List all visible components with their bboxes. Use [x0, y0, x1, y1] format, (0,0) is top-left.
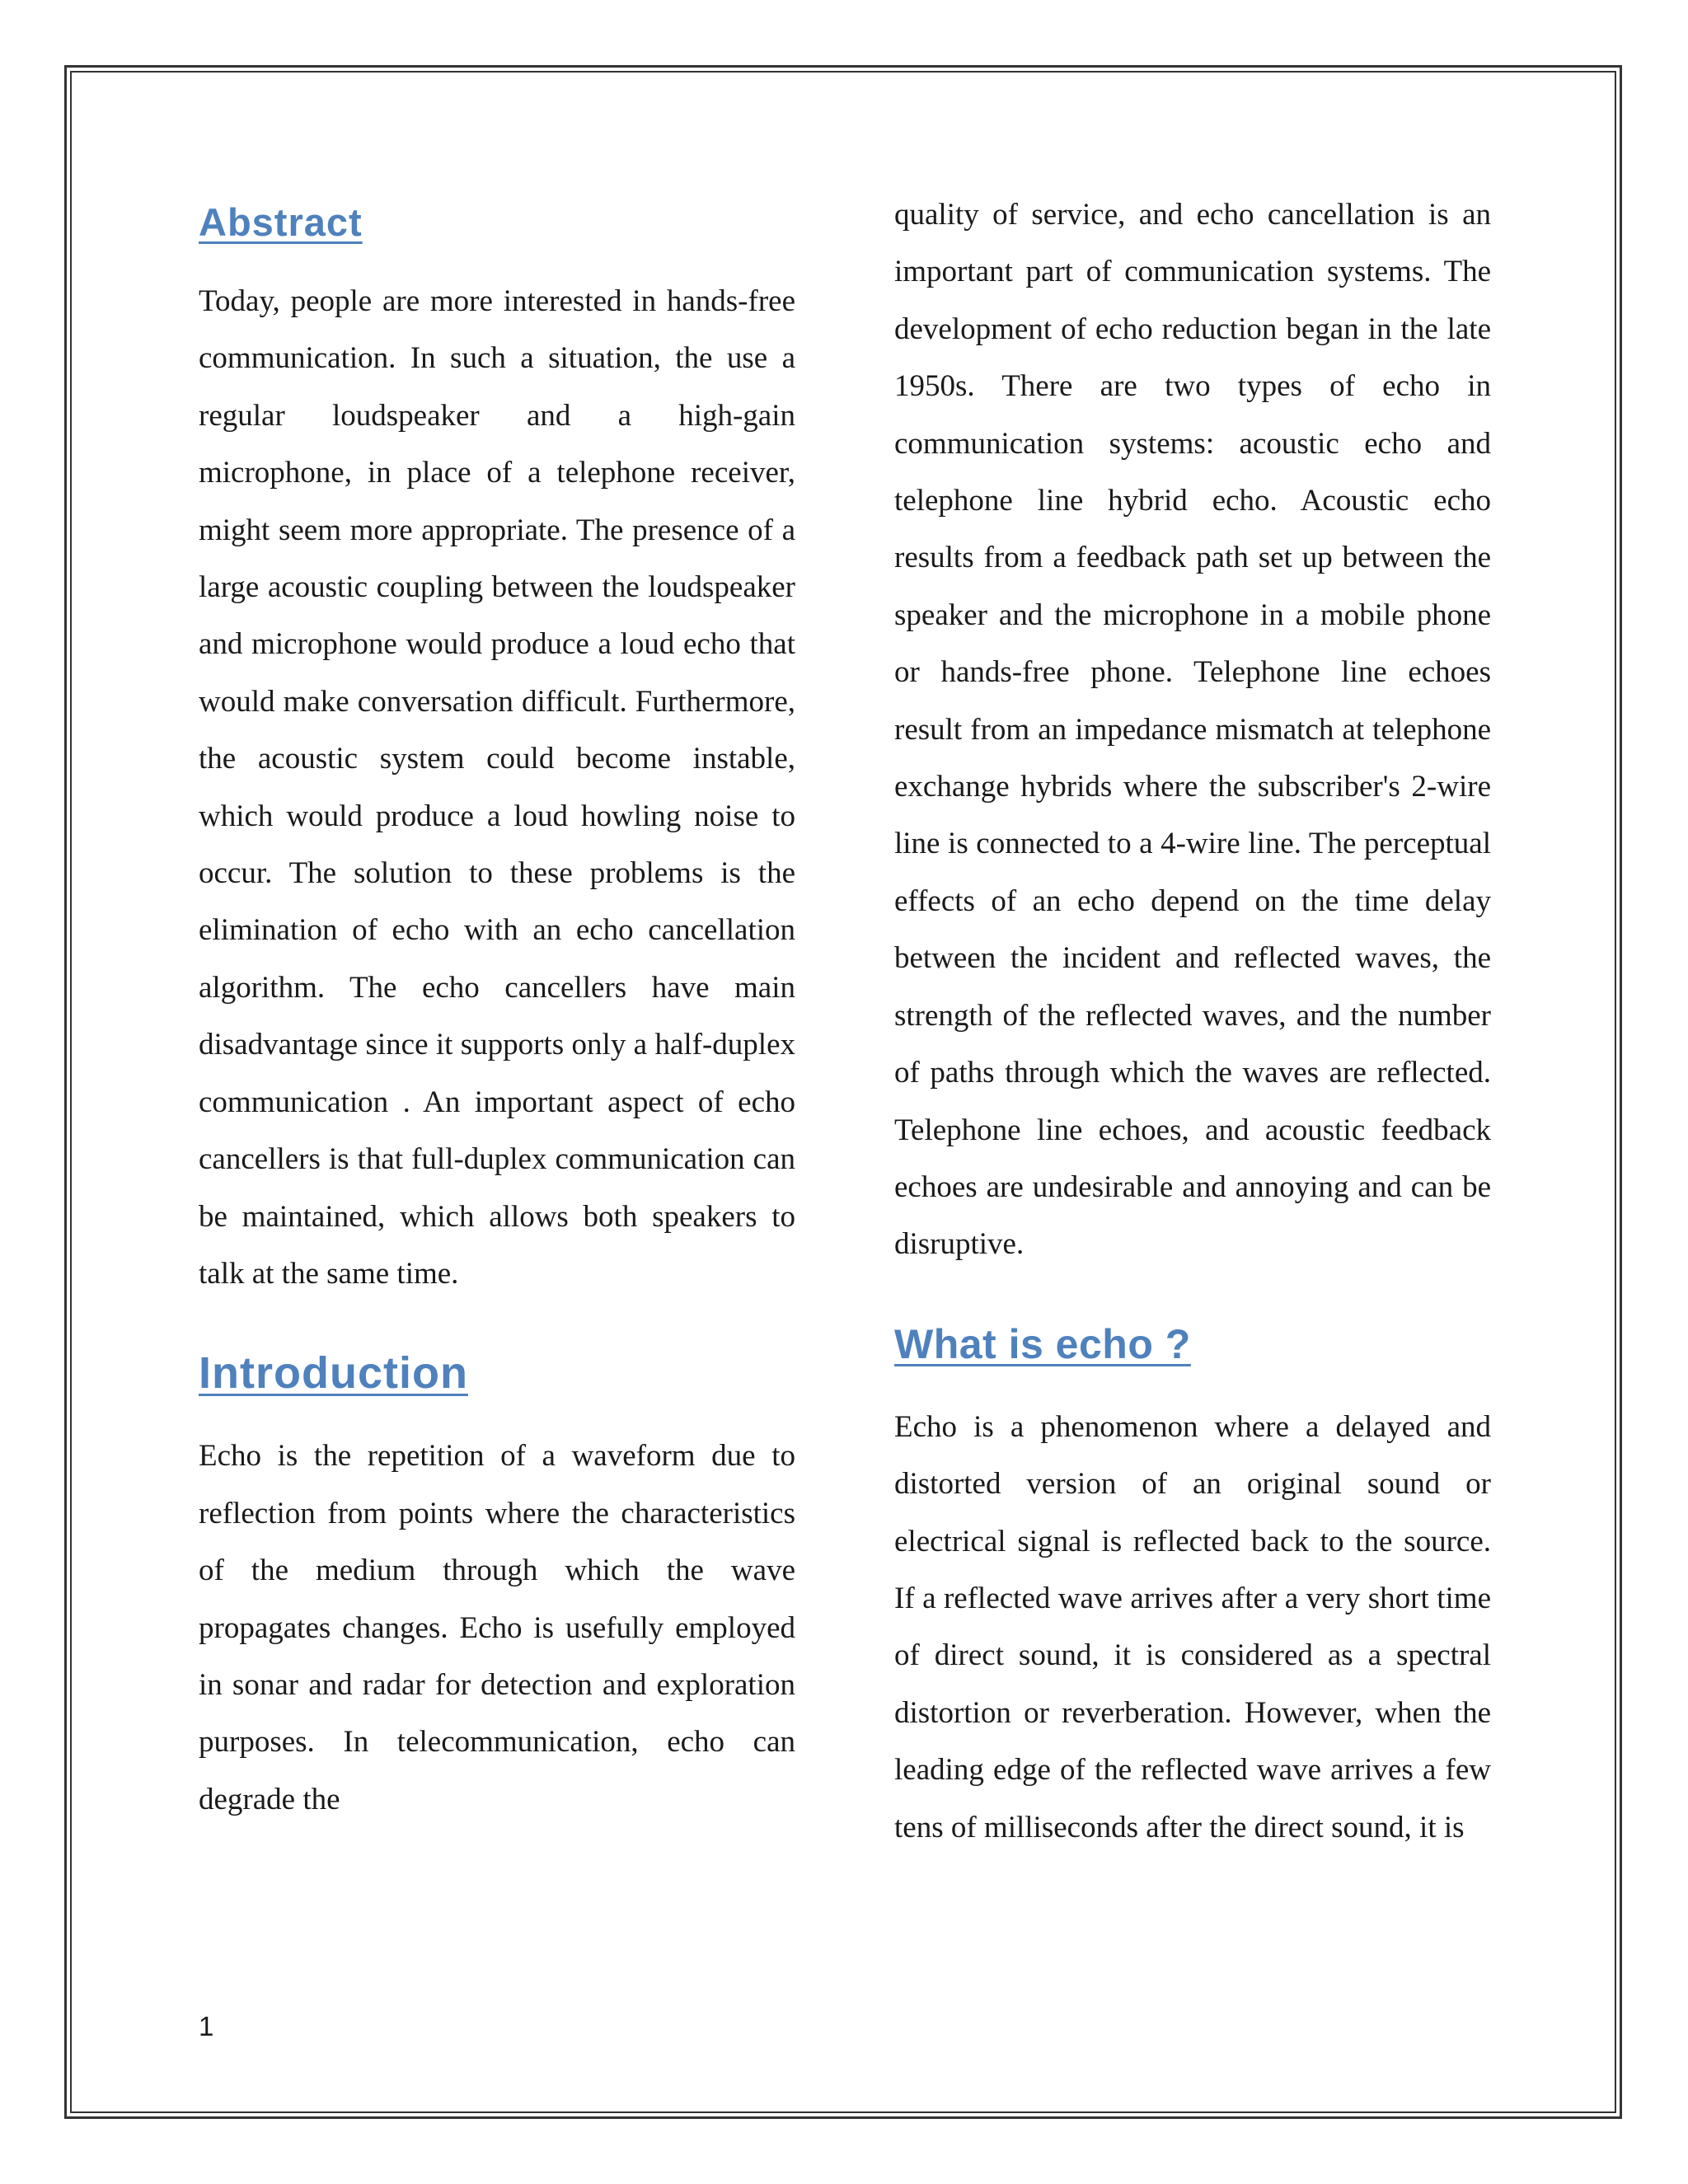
introduction-paragraph-right: quality of service, and echo cancellation is an important part of communication systems. The development of echo reduction began in the late 1950s. There are two types of echo in communication systems: acoustic echo and telephone line hybrid echo. Acoustic echo results from a feedback path set up between the speaker and the microphone in a mobile phone or hands-free phone. Telephone line echoes result from an impedance mismatch at telephone exchange hybrids where the subscriber's 2-wire line is connected to a 4-wire line. The perceptual effects of an echo depend on the time delay between the incident and reflected waves, the strength of the reflected waves, and the number of paths through which the waves are reflected. Telephone line echoes, and acoustic feedback echoes are undesirable and annoying and can be disruptive. — [894, 198, 1491, 1262]
abstract-paragraph: Today, people are more interested in hands-free communication. In such a situation, the use a regular loudspeaker and a high-gain microphone, in place of a telephone receiver, might seem more appropriate. The presence of a large acoustic coupling between the loudspeaker and microphone would produce a loud echo that would make conversation difficult. Furthermore, the acoustic system could become instable, which would produce a loud howling noise to occur. The solution to these problems is the elimination of echo with an echo cancellation algorithm. The echo cancellers have main disadvantage since it supports only a half-duplex communication . An important aspect of echo cancellers is that full-duplex communication can be maintained, which allows both speakers to talk at the same time. — [199, 284, 795, 1291]
introduction-paragraph-left: Echo is the repetition of a waveform due to reflection from points where the characteristics of the medium through which the wave propagates changes. Echo is usefully employed in sonar and radar for detection and exploration purposes. In telecommunication, echo can degrade the — [199, 1439, 795, 1816]
page-number: 1 — [199, 2011, 214, 2041]
what-is-echo-paragraph: Echo is a phenomenon where a delayed and distorted version of an original sound or electrical signal is reflected back to the source. If a reflected wave arrives after a very short time of direct sound, it is considered as a spectral distortion or reverberation. However, when the leading edge of the reflected wave arrives a few tens of milliseconds after the direct sound, it is — [894, 1409, 1491, 1844]
abstract-heading: Abstract — [199, 200, 363, 244]
introduction-heading: Introduction — [199, 1348, 468, 1399]
right-column — [894, 191, 1491, 1856]
what-is-echo-heading: What is echo ? — [894, 1320, 1191, 1367]
left-column — [199, 191, 795, 1828]
